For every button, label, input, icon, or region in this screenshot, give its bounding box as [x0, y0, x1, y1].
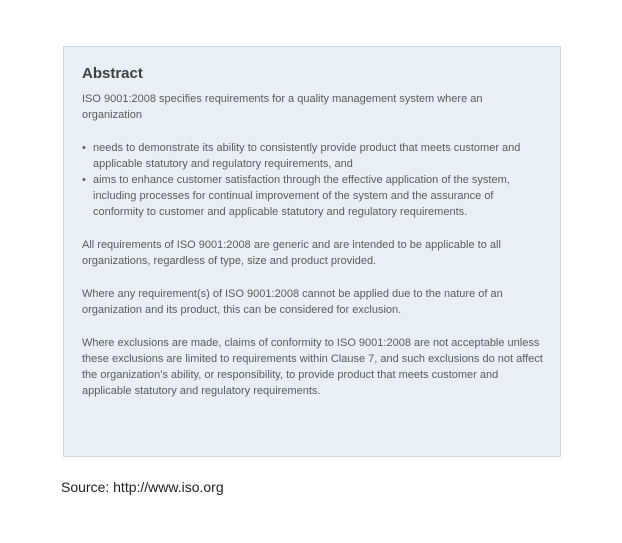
list-item	[82, 172, 544, 220]
list-item-text: needs to demonstrate its ability to consistently provide product that meets customer and applicable statutory and regulatory requirements, and	[93, 142, 521, 170]
bullet-icon: •	[82, 142, 86, 154]
requirements-list	[82, 140, 544, 220]
abstract-title: Abstract	[82, 65, 143, 82]
abstract-intro: ISO 9001:2008 specifies requirements for a quality management system where an organization	[82, 93, 483, 121]
abstract-box	[63, 46, 561, 457]
source-caption: Source: http://www.iso.org	[61, 479, 224, 495]
list-item	[82, 140, 544, 172]
bullet-icon: •	[82, 174, 86, 186]
paragraph-conformity: Where exclusions are made, claims of conformity to ISO 9001:2008 are not acceptable unless these exclusions are limited to requirements within Clause 7, and such exclusions do not affect the organization's ability, or responsibility, to provide product that meets customer and applicable statutory and regulatory requirements.	[82, 337, 543, 397]
paragraph-exclusion: Where any requirement(s) of ISO 9001:2008 cannot be applied due to the nature of an organization and its product, this can be considered for exclusion.	[82, 288, 503, 316]
paragraph-applicability: All requirements of ISO 9001:2008 are generic and are intended to be applicable to all organizations, regardless of type, size and product provided.	[82, 239, 501, 267]
list-item-text: aims to enhance customer satisfaction through the effective application of the system, including processes for continual improvement of the system and the assurance of conformity to customer and applicable statutory and regulatory requirements.	[93, 174, 510, 218]
